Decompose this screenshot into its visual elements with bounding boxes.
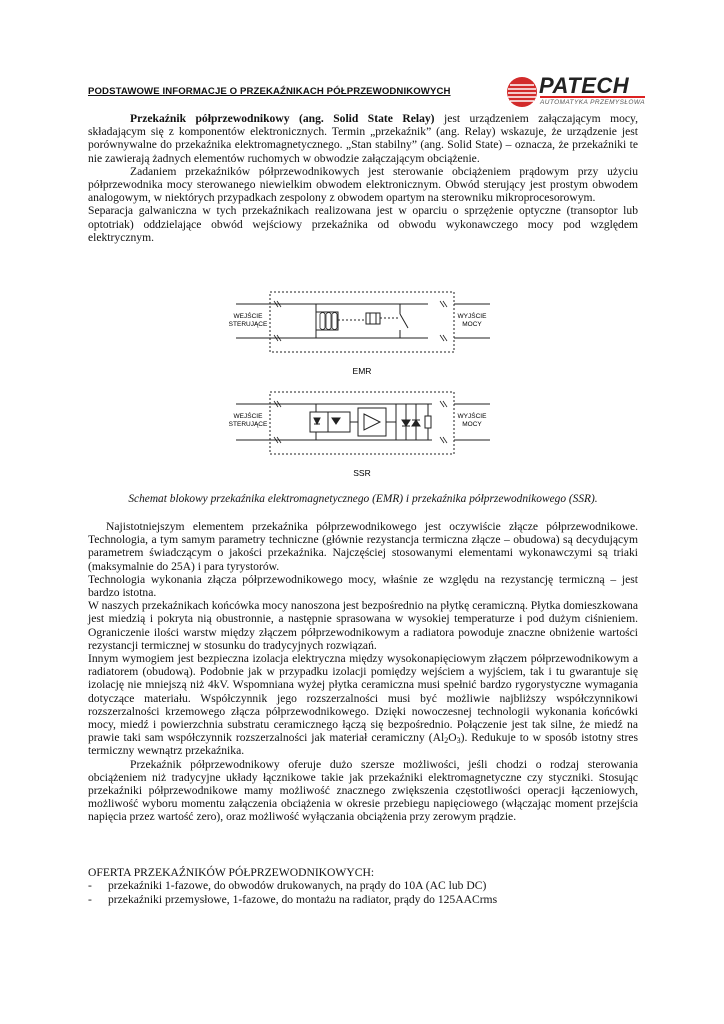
body-paragraph-4-end: ). Redukuje to w sposób istotny stres termiczny wewnątrz przekaźnika. (88, 731, 638, 758)
body-paragraph-3: W naszych przekaźnikach końcówka mocy nanoszona jest bezpośrednio na płytkę ceramiczną. Płytka domieszkowana jest miedzią i pokryta nią obustronnie, a następnie sprasowana w wysokiej temperaturze i pod dużym ciśnieniem. Ograniczenie ilości warstw między złączem półprzewodnikowym a radiatora powoduje znaczne obniżenie wartości rezystancji termicznej w stosunku do tradycyjnych rozwiązań. (88, 599, 638, 652)
intro-term: Przekaźnik półprzewodnikowy (ang. Solid State Relay) (130, 112, 435, 125)
emr-label: EMR (352, 366, 372, 376)
ssr-input-label-1: WEJŚCIE (233, 413, 263, 420)
offer-item-1: przekaźniki 1-fazowe, do obwodów drukowanych, na prądy do 10A (AC lub DC) (108, 879, 487, 893)
diagram-caption: Schemat blokowy przekaźnika elektromagnetycznego (EMR) i przekaźnika półprzewodnikowego (SSR). (128, 493, 598, 505)
logo-mark-icon (506, 76, 538, 108)
bullet-dash: - (88, 879, 92, 893)
formula-oxygen: O (448, 731, 457, 745)
emr-cut-marks (274, 301, 447, 341)
body-section (88, 520, 638, 824)
logo-text: PATECH (539, 73, 630, 98)
body-paragraph-4-text: Innym wymogiem jest bezpieczna izolacja elektryczna między wysokonapięciowym złączem półprzewodnikowym a radiatorem (obudową). Podobnie jak w przypadku izolacji pomiędzy wejściem a wyjściem, tak i tu gwarantuje się izolację nie mniejszą niż 4kV. Wspomniana wyżej płytka ceramiczna musi spełnić bardzo rygorystyczne wymagania dotyczące materiału. Współczynnik jego rozszerzalności musi być możliwie najbliższy współczynnikowi rozszerzalności krzemowego złącza półprzewodnikowego. Dzięki nowoczesnej technologii wykonania końcówki mocy, miedź i powierzchnia substratu ceramicznego łączą się bezpośrednio. Połączenie jest tak silne, że miedź na prawie taki sam współczynnik rozszerzalności jak materiał ceramiczny (Al (88, 652, 638, 745)
intro-text: jest urządzeniem załączającym mocy, składającym się z komponentów elektronicznych. Termin „przekaźnik” (ang. Relay) wskazuje, że urządzenie jest porównywalne do przekaźnika elektromagnetycznego. „Stan stabilny” (ang. Solid State) – oznacza, że przekaźniki te nie zawierają żadnych elementów ruchomych w obwodzie załączającym obciążenie. (88, 112, 638, 165)
intro-paragraph-3: Separacja galwaniczna w tych przekaźnikach realizowana jest w oparciu o sprzężenie optyczne (transoptor lub optotriak) oddzielające obwód wejściowy przekaźnika od obwodu wykonawczego mocy pod względem elektrycznym. (88, 204, 638, 244)
emr-ssr-diagram (228, 284, 496, 480)
body-paragraph-4 (88, 652, 638, 758)
intro-paragraph-2: Zadaniem przekaźników półprzewodnikowych jest sterowanie obciążeniem prądowym przy użyciu półprzewodnika mocy sterowanego niewielkim obwodem elektronicznym. Obwód sterujący jest prostym obwodem analogowym, w niektórych przypadkach zespolony z obwodem opartym na sterowniku mikroprocesorowym. (88, 164, 638, 205)
body-paragraph-2: Technologia wykonania złącza półprzewodnikowego mocy, właśnie ze względu na rezystancję termiczną – jest bardzo istotna. (88, 572, 638, 600)
page-header (88, 73, 648, 108)
ssr-output-label-1: WYJŚCIE (457, 413, 487, 420)
ssr-label: SSR (353, 468, 371, 478)
emr-input-label-1: WEJŚCIE (233, 313, 263, 320)
emr-output-label-1: WYJŚCIE (457, 313, 487, 320)
body-paragraph-1: Najistotniejszym elementem przekaźnika półprzewodnikowego jest oczywiście złącze półprzewodnikowe. Technologia, a tym samym parametry techniczne (głównie rezystancja termiczna złącze – obudowa) są decydującym parametrem świadczącym o jakości przekaźnika. Najczęściej stosowanymi elementami wykonawczymi są triaki (maksymalnie do 25A) i para tyrystorów. (88, 520, 638, 573)
ssr-input-label-2: STERUJĄCE (228, 421, 268, 428)
ssr-output-label-2: MOCY (462, 421, 482, 428)
formula-subscript-2: 3 (456, 736, 461, 746)
offer-section (88, 866, 638, 906)
ssr-cut-marks (274, 401, 447, 443)
logo-subtitle: AUTOMATYKA PRZEMYSŁOWA (540, 96, 645, 106)
patech-logo (506, 73, 650, 108)
offer-item-2: przekaźniki przemysłowe, 1-fazowe, do montażu na radiator, prądy do 125AACrms (108, 892, 498, 906)
intro-section (88, 112, 638, 244)
list-item (88, 879, 638, 892)
offer-title: OFERTA PRZEKAŹNIKÓW PÓŁPRZEWODNIKOWYCH: (88, 866, 375, 879)
list-item (88, 893, 638, 906)
emr-output-label-2: MOCY (462, 321, 482, 328)
body-paragraph-5: Przekaźnik półprzewodnikowy oferuje dużo szersze możliwości, jeśli chodzi o rodzaj sterowania obciążeniem niż tradycyjne układy łącznikowe takie jak przekaźniki elektromagnetyczne czy styczniki. Stosując przekaźniki półprzewodnikowe mamy możliwość znacznego zwiększenia częstotliwości operacji łączeniowych, możliwość wyboru momentu załączenia obciążenia w okresie przebiegu napięciowego (włączając moment przejścia napięcia przez wartość zero), oraz możliwość wyłączania obciążenia przy zerowym prądzie. (88, 757, 638, 824)
bullet-dash: - (88, 892, 92, 906)
page-title: PODSTAWOWE INFORMACJE O PRZEKAŹNIKACH PÓŁPRZEWODNIKOWYCH (88, 86, 451, 97)
formula-subscript-1: 2 (444, 736, 449, 746)
intro-paragraph-1 (88, 112, 638, 165)
emr-input-label-2: STERUJĄCE (228, 321, 268, 328)
